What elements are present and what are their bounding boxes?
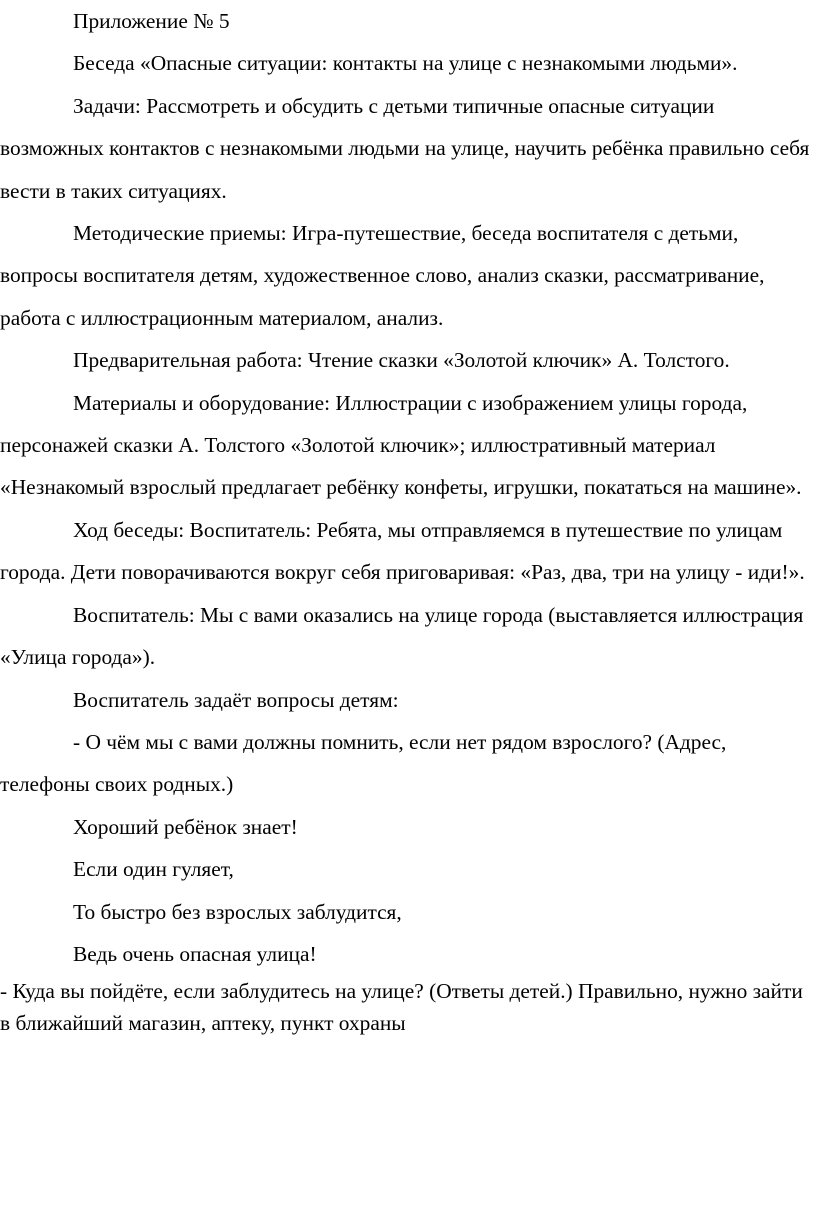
methods-paragraph: Методические приемы: Игра-путешествие, беседа воспитателя с детьми, вопросы воспитателя детям, художественное слово, анализ сказки, рассматривание, работа с иллюстрационным материалом, анализ. bbox=[0, 221, 765, 330]
question-remember-paragraph: - О чём мы с вами должны помнить, если нет рядом взрослого? (Адрес, телефоны своих родных.) bbox=[0, 729, 727, 797]
poem-line-4: Ведь очень опасная улица! bbox=[73, 941, 317, 966]
poem-line-1: Хороший ребёнок знает! bbox=[73, 814, 298, 839]
question-lost-paragraph: - Куда вы пойдёте, если заблудитесь на улице? (Ответы детей.) Правильно, нужно зайти в ближайший магазин, аптеку, пункт охраны bbox=[0, 979, 803, 1036]
materials-paragraph: Материалы и оборудование: Иллюстрации с изображением улицы города, персонажей сказки А. Толстого «Золотой ключик»; иллюстративный материал «Незнакомый взрослый предлагает ребёнку конфеты, игрушки, покататься на машине». bbox=[0, 390, 802, 500]
teacher-questions-paragraph: Воспитатель задаёт вопросы детям: bbox=[73, 687, 399, 712]
preliminary-work-paragraph: Предварительная работа: Чтение сказки «Золотой ключик» А. Толстого. bbox=[73, 348, 730, 373]
tasks-paragraph: Задачи: Рассмотреть и обсудить с детьми типичные опасные ситуации возможных контактов с незнакомыми людьми на улице, научить ребёнка правильно себя вести в таких ситуациях. bbox=[0, 93, 810, 203]
poem-line-2: Если один гуляет, bbox=[73, 857, 234, 882]
teacher-statement-paragraph: Воспитатель: Мы с вами оказались на улице города (выставляется иллюстрация «Улица города»). bbox=[0, 602, 804, 670]
conversation-title: Беседа «Опасные ситуации: контакты на улице с незнакомыми людьми». bbox=[73, 51, 738, 76]
conversation-progress-paragraph: Ход беседы: Воспитатель: Ребята, мы отправляемся в путешествие по улицам города. Дети поворачиваются вокруг себя приговаривая: «Раз, два, три на улицу - иди!». bbox=[0, 517, 805, 585]
appendix-heading: Приложение № 5 bbox=[73, 9, 230, 33]
poem-line-3: То быстро без взрослых заблудится, bbox=[73, 899, 402, 924]
